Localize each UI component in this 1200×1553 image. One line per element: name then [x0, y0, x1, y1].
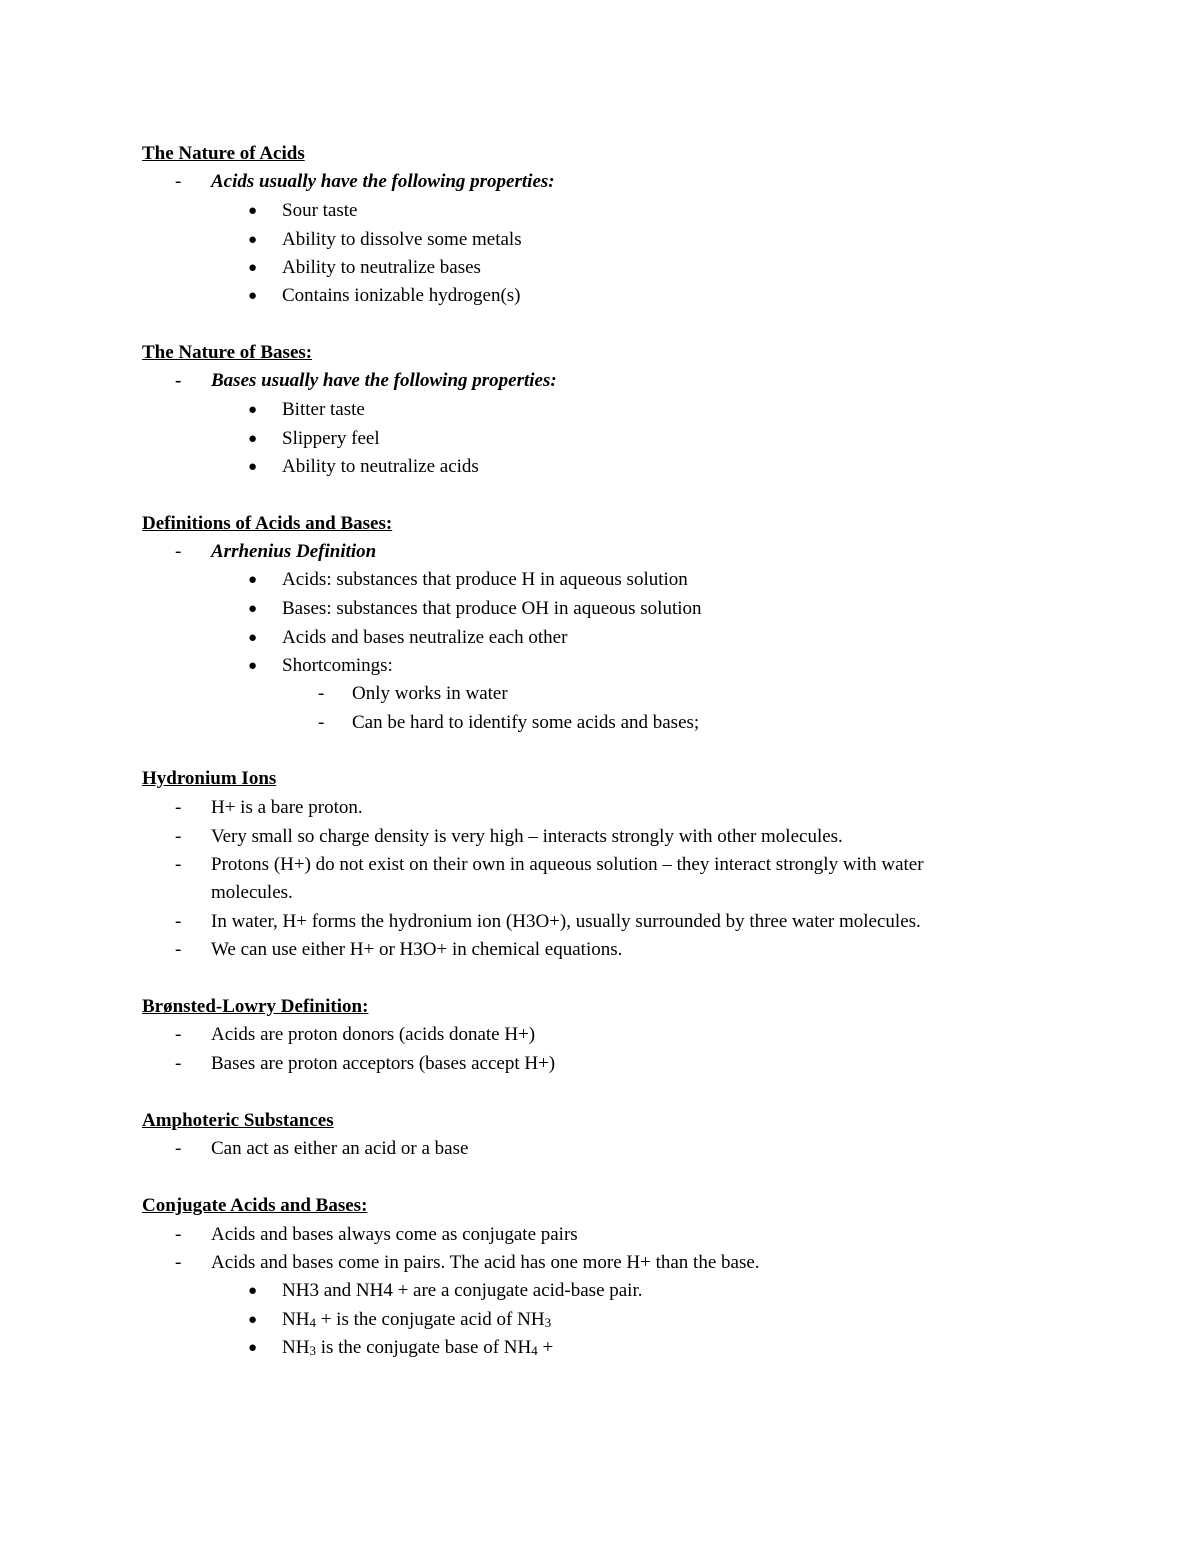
- definitions-item: Shortcomings:: [282, 655, 393, 676]
- section-heading-bronsted: Brønsted-Lowry Definition:: [142, 996, 369, 1017]
- formula-subscript: 4: [531, 1343, 538, 1358]
- bullet-marker: ●: [248, 658, 258, 674]
- dash-marker: -: [318, 712, 325, 733]
- dash-marker: -: [175, 171, 182, 192]
- bullet-marker: ●: [248, 1312, 258, 1328]
- section-heading-definitions: Definitions of Acids and Bases:: [142, 513, 393, 534]
- dash-marker: -: [175, 1138, 182, 1159]
- bronsted-item: Bases are proton acceptors (bases accept H+): [211, 1053, 556, 1074]
- section-heading-amphoteric: Amphoteric Substances: [142, 1110, 334, 1131]
- dash-marker: -: [175, 911, 182, 932]
- formula-subscript: 3: [544, 1315, 552, 1330]
- hydronium-item: H+ is a bare proton.: [211, 797, 363, 818]
- acids-item: Ability to dissolve some metals: [282, 229, 522, 250]
- formula-text: NH: [282, 1337, 310, 1358]
- bronsted-item: Acids are proton donors (acids donate H+): [211, 1024, 536, 1045]
- dash-marker: -: [175, 370, 182, 391]
- bullet-marker: ●: [248, 459, 258, 475]
- hydronium-item-continued: molecules.: [211, 882, 293, 903]
- formula-text: + is the conjugate acid of NH: [315, 1309, 545, 1330]
- definitions-subhead: Arrhenius Definition: [211, 541, 377, 562]
- shortcoming-item: Only works in water: [352, 683, 508, 704]
- dash-marker: -: [175, 541, 182, 562]
- bullet-marker: ●: [248, 288, 258, 304]
- definitions-item: Acids and bases neutralize each other: [282, 627, 568, 648]
- bullet-marker: ●: [248, 402, 258, 418]
- shortcoming-item: Can be hard to identify some acids and bases;: [352, 712, 700, 733]
- dash-marker: -: [318, 683, 325, 704]
- definitions-item: Acids: substances that produce H in aqueous solution: [282, 569, 688, 590]
- amphoteric-item: Can act as either an acid or a base: [211, 1138, 469, 1159]
- hydronium-item: Protons (H+) do not exist on their own in aqueous solution – they interact strongly with water: [211, 854, 924, 875]
- definitions-item: Bases: substances that produce OH in aqueous solution: [282, 598, 702, 619]
- dash-marker: -: [175, 1224, 182, 1245]
- conjugate-bullet-acid: [282, 1306, 551, 1337]
- bullet-marker: ●: [248, 232, 258, 248]
- formula-text: NH: [282, 1309, 310, 1330]
- dash-marker: -: [175, 1252, 182, 1273]
- dash-marker: -: [175, 854, 182, 875]
- hydronium-item: In water, H+ forms the hydronium ion (H3O+), usually surrounded by three water molecules.: [211, 911, 921, 932]
- conjugate-bullet-base: [282, 1334, 553, 1365]
- acids-item: Contains ionizable hydrogen(s): [282, 285, 521, 306]
- bullet-marker: ●: [248, 572, 258, 588]
- section-heading-bases: The Nature of Bases:: [142, 342, 313, 363]
- formula-subscript: 3: [309, 1343, 316, 1358]
- acids-item: Sour taste: [282, 200, 358, 221]
- section-heading-conjugate: Conjugate Acids and Bases:: [142, 1195, 368, 1216]
- section-heading-acids: The Nature of Acids: [142, 143, 305, 164]
- dash-marker: -: [175, 826, 182, 847]
- bullet-marker: ●: [248, 1340, 258, 1356]
- bullet-marker: ●: [248, 630, 258, 646]
- formula-text: +: [537, 1337, 554, 1358]
- section-heading-hydronium: Hydronium Ions: [142, 768, 277, 789]
- bases-item: Bitter taste: [282, 399, 365, 420]
- dash-marker: -: [175, 939, 182, 960]
- conjugate-item: Acids and bases always come as conjugate pairs: [211, 1224, 578, 1245]
- bases-item: Ability to neutralize acids: [282, 456, 479, 477]
- hydronium-item: Very small so charge density is very high – interacts strongly with other molecules.: [211, 826, 843, 847]
- bases-subhead: Bases usually have the following properties:: [211, 370, 557, 391]
- conjugate-bullet-pair: NH3 and NH4 + are a conjugate acid-base pair.: [282, 1280, 643, 1301]
- dash-marker: -: [175, 1024, 182, 1045]
- formula-text: is the conjugate base of NH: [315, 1337, 532, 1358]
- acids-item: Ability to neutralize bases: [282, 257, 481, 278]
- hydronium-item: We can use either H+ or H3O+ in chemical equations.: [211, 939, 623, 960]
- bullet-marker: ●: [248, 1283, 258, 1299]
- bullet-marker: ●: [248, 260, 258, 276]
- dash-marker: -: [175, 797, 182, 818]
- bullet-marker: ●: [248, 431, 258, 447]
- dash-marker: -: [175, 1053, 182, 1074]
- formula-subscript: 4: [309, 1315, 316, 1330]
- bullet-marker: ●: [248, 601, 258, 617]
- acids-subhead: Acids usually have the following properties:: [211, 171, 555, 192]
- bases-item: Slippery feel: [282, 428, 380, 449]
- conjugate-item: Acids and bases come in pairs. The acid has one more H+ than the base.: [211, 1252, 760, 1273]
- bullet-marker: ●: [248, 203, 258, 219]
